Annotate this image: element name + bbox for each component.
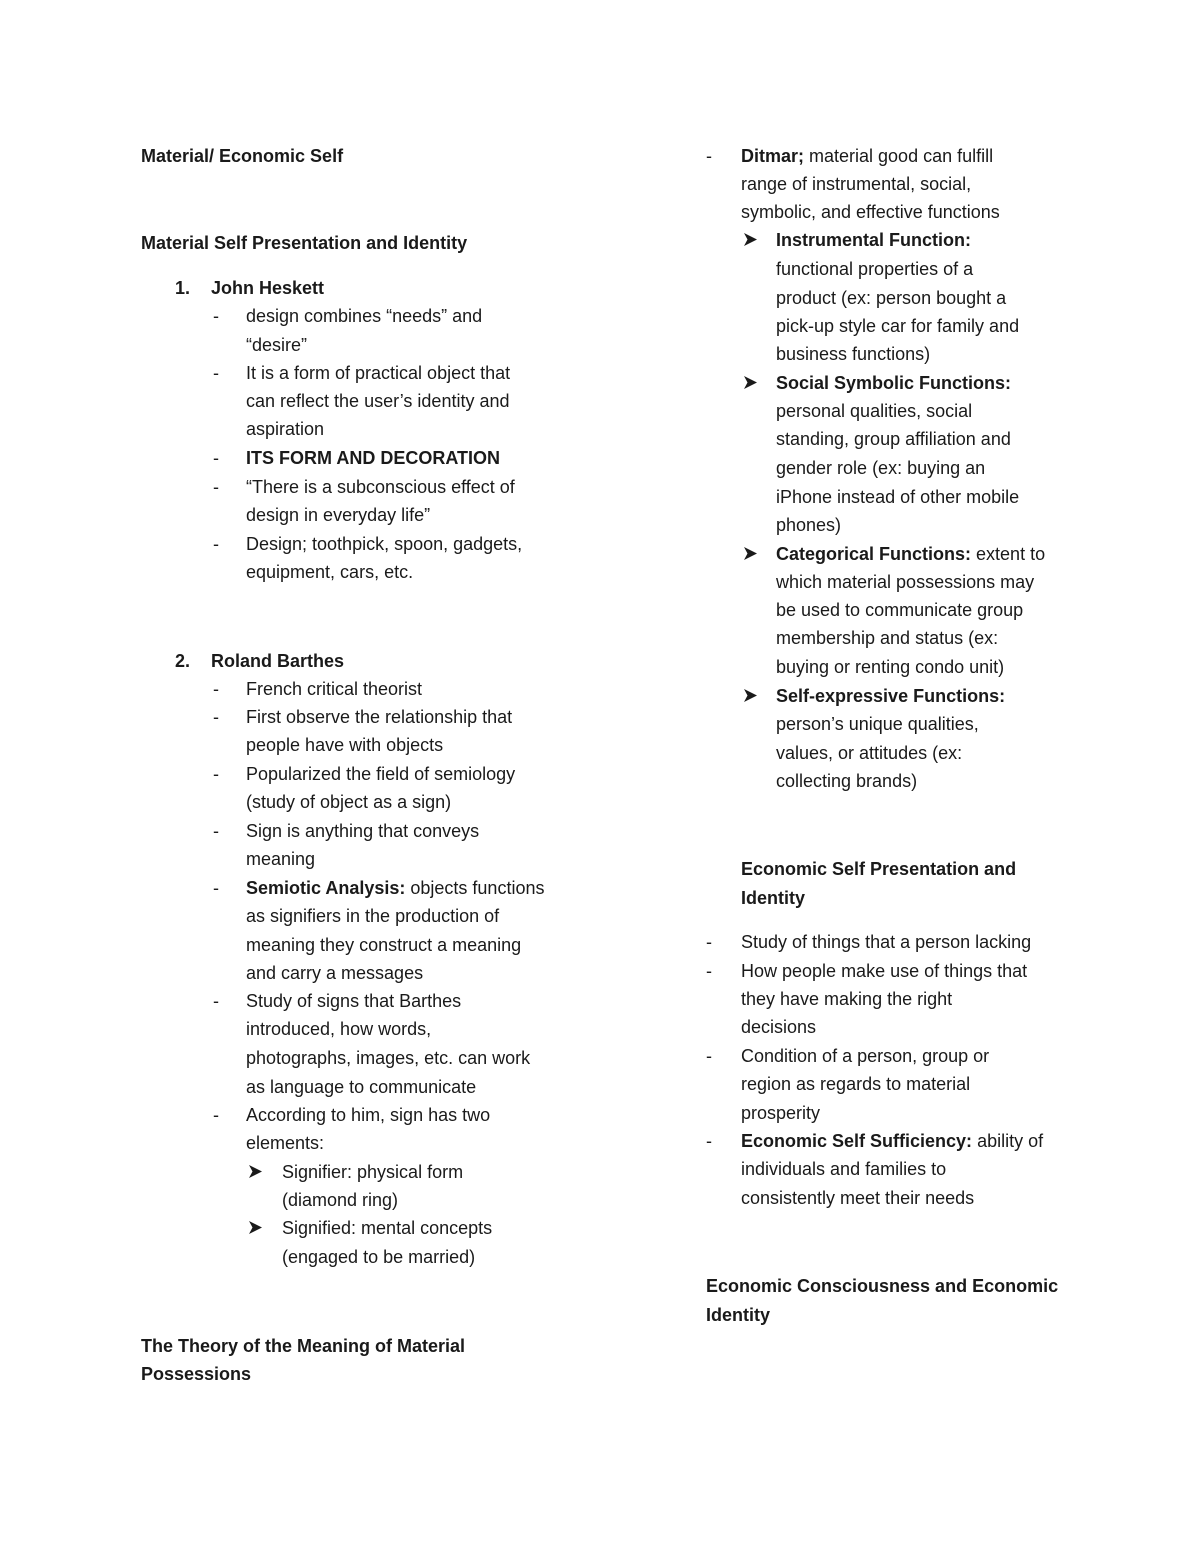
bullet-dash: - xyxy=(706,1131,712,1151)
bullet-text-tail: material good can fulfill xyxy=(804,146,994,166)
chevron-right-icon xyxy=(743,688,758,703)
bullet-text: as language to communicate xyxy=(246,1077,477,1097)
bullet-text: elements: xyxy=(246,1133,325,1153)
bullet-text: introduced, how words, xyxy=(246,1019,432,1039)
bullet-dash: - xyxy=(706,932,712,952)
bullet-text: “desire” xyxy=(246,335,308,355)
term-economic-self-sufficiency: Economic Self Sufficiency: xyxy=(741,1131,973,1151)
bullet-text: Popularized the field of semiology xyxy=(246,764,516,784)
section-heading-theory: The Theory of the Meaning of Material xyxy=(141,1336,466,1356)
section-heading-economic-consciousness: Economic Consciousness and Economic xyxy=(706,1276,1059,1296)
function-text: gender role (ex: buying an xyxy=(776,458,986,478)
function-text: values, or attitudes (ex: xyxy=(776,743,963,763)
function-heading: Self-expressive Functions: xyxy=(776,686,1006,706)
bullet-text: meaning they construct a meaning xyxy=(246,935,522,955)
bullet-text: consistently meet their needs xyxy=(741,1188,975,1208)
bullet-text: First observe the relationship that xyxy=(246,707,513,727)
function-text: iPhone instead of other mobile xyxy=(776,487,1020,507)
bullet-text: meaning xyxy=(246,849,316,869)
bullet-text: Study of things that a person lacking xyxy=(741,932,1032,952)
bullet-dash: - xyxy=(213,707,219,727)
bullet-dash: - xyxy=(213,306,219,326)
chevron-right-icon xyxy=(743,546,758,561)
bullet-text: prosperity xyxy=(741,1103,821,1123)
section-heading-economic-consciousness-cont: Identity xyxy=(706,1305,771,1325)
section-heading-material-self: Material Self Presentation and Identity xyxy=(141,233,468,253)
bullet-text: design combines “needs” and xyxy=(246,306,483,326)
bullet-dash: - xyxy=(706,146,712,166)
list-item-heading: Roland Barthes xyxy=(211,651,345,671)
bullet-text: range of instrumental, social, xyxy=(741,174,972,194)
term-ditmar: Ditmar; xyxy=(741,146,805,166)
section-heading-economic-self-cont: Identity xyxy=(741,888,806,908)
list-number: 1. xyxy=(175,278,191,298)
function-heading: Categorical Functions: xyxy=(776,544,972,564)
function-text-tail: extent to xyxy=(971,544,1046,564)
bullet-text: symbolic, and effective functions xyxy=(741,202,1000,222)
bullet-text xyxy=(741,142,993,170)
bullet-text: French critical theorist xyxy=(246,679,423,699)
bullet-text: It is a form of practical object that xyxy=(246,363,511,383)
function-text: collecting brands) xyxy=(776,771,918,791)
bullet-text: Sign is anything that conveys xyxy=(246,821,480,841)
bullet-text: design in everyday life” xyxy=(246,505,431,525)
bullet-text: can reflect the user’s identity and xyxy=(246,391,510,411)
function-text: be used to communicate group xyxy=(776,600,1024,620)
function-text: which material possessions may xyxy=(776,572,1035,592)
term-semiotic-analysis: Semiotic Analysis: xyxy=(246,878,406,898)
bullet-text xyxy=(741,1127,1043,1155)
bullet-text: equipment, cars, etc. xyxy=(246,562,414,582)
bullet-dash: - xyxy=(213,679,219,699)
function-text: standing, group affiliation and xyxy=(776,429,1011,449)
chevron-right-icon xyxy=(248,1164,263,1179)
bullet-text: photographs, images, etc. can work xyxy=(246,1048,531,1068)
function-heading: Social Symbolic Functions: xyxy=(776,373,1012,393)
bullet-dash: - xyxy=(213,448,219,468)
sub-bullet-text: (engaged to be married) xyxy=(282,1247,476,1267)
bullet-text: Design; toothpick, spoon, gadgets, xyxy=(246,534,523,554)
function-text xyxy=(776,540,1045,568)
bullet-text: decisions xyxy=(741,1017,817,1037)
list-number: 2. xyxy=(175,651,191,671)
bullet-text: “There is a subconscious effect of xyxy=(246,477,515,497)
function-text: functional properties of a xyxy=(776,259,974,279)
chevron-right-icon xyxy=(743,232,758,247)
function-text: phones) xyxy=(776,515,842,535)
function-text: buying or renting condo unit) xyxy=(776,657,1005,677)
bullet-dash: - xyxy=(706,961,712,981)
bullet-text: region as regards to material xyxy=(741,1074,971,1094)
function-text: business functions) xyxy=(776,344,931,364)
bullet-text-tail: objects functions xyxy=(405,878,545,898)
bullet-text: According to him, sign has two xyxy=(246,1105,491,1125)
function-heading: Instrumental Function: xyxy=(776,230,971,250)
bullet-text: people have with objects xyxy=(246,735,444,755)
bullet-text: as signifiers in the production of xyxy=(246,906,500,926)
bullet-dash: - xyxy=(706,1046,712,1066)
doc-title: Material/ Economic Self xyxy=(141,146,344,166)
chevron-right-icon xyxy=(248,1220,263,1235)
bullet-text-bold: ITS FORM AND DECORATION xyxy=(246,448,500,468)
sub-bullet-text: (diamond ring) xyxy=(282,1190,399,1210)
bullet-text: Study of signs that Barthes xyxy=(246,991,462,1011)
bullet-text: they have making the right xyxy=(741,989,953,1009)
bullet-dash: - xyxy=(213,764,219,784)
function-text: personal qualities, social xyxy=(776,401,973,421)
bullet-text: (study of object as a sign) xyxy=(246,792,452,812)
bullet-text: Condition of a person, group or xyxy=(741,1046,990,1066)
bullet-text: aspiration xyxy=(246,419,325,439)
bullet-dash: - xyxy=(213,1105,219,1125)
bullet-text: and carry a messages xyxy=(246,963,424,983)
function-text: person’s unique qualities, xyxy=(776,714,979,734)
bullet-dash: - xyxy=(213,534,219,554)
list-item-heading: John Heskett xyxy=(211,278,325,298)
section-heading-economic-self: Economic Self Presentation and xyxy=(741,859,1017,879)
bullet-text: How people make use of things that xyxy=(741,961,1028,981)
sub-bullet-text: Signifier: physical form xyxy=(282,1162,464,1182)
bullet-dash: - xyxy=(213,363,219,383)
bullet-dash: - xyxy=(213,821,219,841)
bullet-dash: - xyxy=(213,991,219,1011)
section-heading-theory-cont: Possessions xyxy=(141,1364,252,1384)
bullet-text xyxy=(246,874,544,902)
function-text: product (ex: person bought a xyxy=(776,288,1007,308)
sub-bullet-text: Signified: mental concepts xyxy=(282,1218,493,1238)
function-text: pick-up style car for family and xyxy=(776,316,1020,336)
function-text: membership and status (ex: xyxy=(776,628,999,648)
bullet-text-tail: ability of xyxy=(972,1131,1044,1151)
bullet-dash: - xyxy=(213,477,219,497)
bullet-dash: - xyxy=(213,878,219,898)
chevron-right-icon xyxy=(743,375,758,390)
bullet-text: individuals and families to xyxy=(741,1159,947,1179)
